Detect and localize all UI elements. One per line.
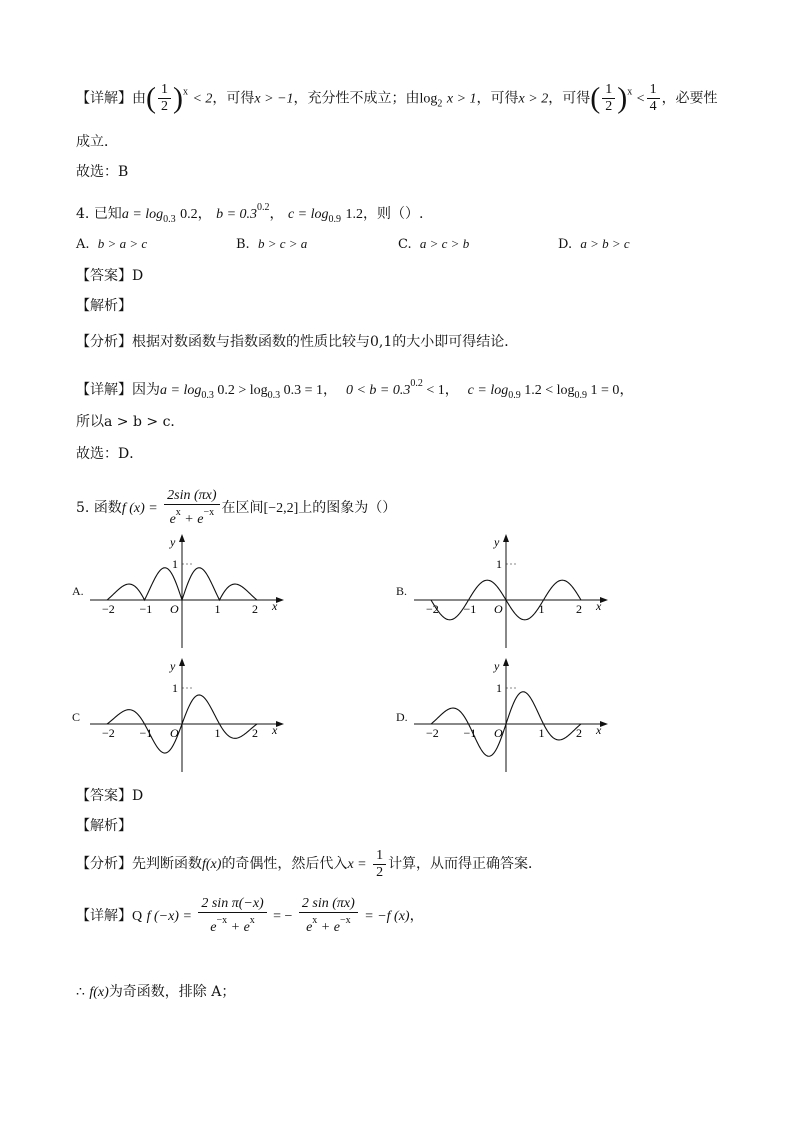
x-tick-label: −1 (139, 726, 153, 740)
x-axis-label: x (596, 723, 602, 737)
answer-5: 【答案】D (76, 788, 144, 804)
x-axis-label: x (272, 599, 278, 613)
analysis-5: 【分析】先判断函数f(x)的奇偶性，然后代入x = $\frac{1}{2}$ 计算，从而得正确答案． (76, 847, 543, 880)
detail-5: 【详解】Q f (−x) = $\frac{\text{2 sin π(−x)}}{e^{-x} + e^x}$ = − $\frac{2 \sin (\pi x)}{e^x + e^{-x}}$ = −f (x)， (76, 896, 424, 935)
y-axis-arrow (179, 534, 185, 542)
y-axis-arrow (179, 658, 185, 666)
x-tick-label: −2 (102, 726, 115, 740)
y-tick-1: 1 (496, 557, 502, 571)
conclusion-5: ∴ f(x)为奇函数，排除 A； (76, 984, 236, 1000)
y-axis-label: y (170, 659, 176, 673)
x-tick-label: −2 (426, 726, 439, 740)
conclusion-4: 所以a > b > c． (76, 414, 185, 430)
x-tick-label: 1 (214, 726, 221, 740)
x-tick-label: 2 (252, 726, 258, 740)
y-axis-label: y (494, 535, 500, 549)
y-axis-label: y (494, 659, 500, 673)
graph-c-key: C (72, 710, 81, 724)
answer-select-3: 故选：B (76, 164, 129, 180)
detail-tag: 【详解】 (76, 90, 132, 107)
x-tick-label: −1 (139, 602, 153, 616)
x-tick-label: 2 (252, 602, 258, 616)
analysis-5-heading: 【解析】 (76, 818, 132, 834)
y-axis-label: y (170, 535, 176, 549)
detail-4: 【详解】因为$a = \log_{0.3} 0.2 > \log_{0.3} 0.3 = 1$， $0 < b = 0.3^{0.2} < 1$， $c = \log_{0.9} 1.2 < \log_{0.9} 1 = 0$， (76, 378, 634, 401)
option-d: D. a > b > c (558, 236, 630, 252)
x-tick-label: 1 (214, 602, 221, 616)
graph-a (88, 532, 288, 650)
y-tick-1: 1 (172, 681, 178, 695)
y-axis-arrow (503, 534, 509, 542)
x-tick-label: 1 (538, 602, 545, 616)
question-5: 5. 函数f (x) = $\frac{2\sin (\pi x)}{e^x + e^{-x}}$ 在区间[−2,2]上的图象为（） (76, 488, 397, 527)
select-4: 故选：D． (76, 446, 144, 462)
x-tick-label: 1 (538, 726, 545, 740)
x-tick-label: O (170, 602, 179, 616)
analysis-4: 【分析】根据对数函数与指数函数的性质比较与0,1的大小即可得结论． (76, 334, 519, 350)
graph-b (412, 532, 612, 650)
option-b: B. b > c > a (236, 236, 308, 252)
graph-a-key: A. (72, 584, 84, 598)
y-axis-arrow (503, 658, 509, 666)
x-tick-label: O (494, 726, 503, 740)
y-tick-1: 1 (172, 557, 178, 571)
option-a: A. b > a > c (76, 236, 148, 252)
x-tick-label: −1 (463, 726, 477, 740)
x-tick-label: 2 (576, 726, 582, 740)
y-tick-1: 1 (496, 681, 502, 695)
x-tick-label: −2 (426, 602, 439, 616)
graph-c (88, 656, 288, 774)
answer-4: 【答案】D (76, 268, 144, 284)
option-c: C. a > c > b (398, 236, 470, 252)
graph-b-key: B. (396, 584, 408, 598)
analysis-4-heading: 【解析】 (76, 298, 132, 314)
graph-d (412, 656, 612, 774)
x-tick-label: −1 (463, 602, 477, 616)
x-tick-label: 2 (576, 602, 582, 616)
x-tick-label: O (170, 726, 179, 740)
question-4: 4. 已知$a = \log_{0.3} 0.2$， $b = 0.3^{0.2}$， $c = \log_{0.9} 1.2$，则（）. (76, 202, 424, 225)
detail-line-1: 【详解】由( $\frac{1}{2}$ )$^x$ < 2，可得x > −1，充分性不成立；由$\log_2 x > 1$，可得x > 2，可得( $\frac{1}{2}$ )$^x$ < $\frac{1}{4}$ ，必要性 (76, 81, 718, 115)
x-tick-label: O (494, 602, 503, 616)
x-tick-label: −2 (102, 602, 115, 616)
x-axis-label: x (272, 723, 278, 737)
detail-line-2: 成立． (76, 134, 118, 150)
graph-d-key: D. (396, 710, 408, 724)
x-axis-label: x (596, 599, 602, 613)
